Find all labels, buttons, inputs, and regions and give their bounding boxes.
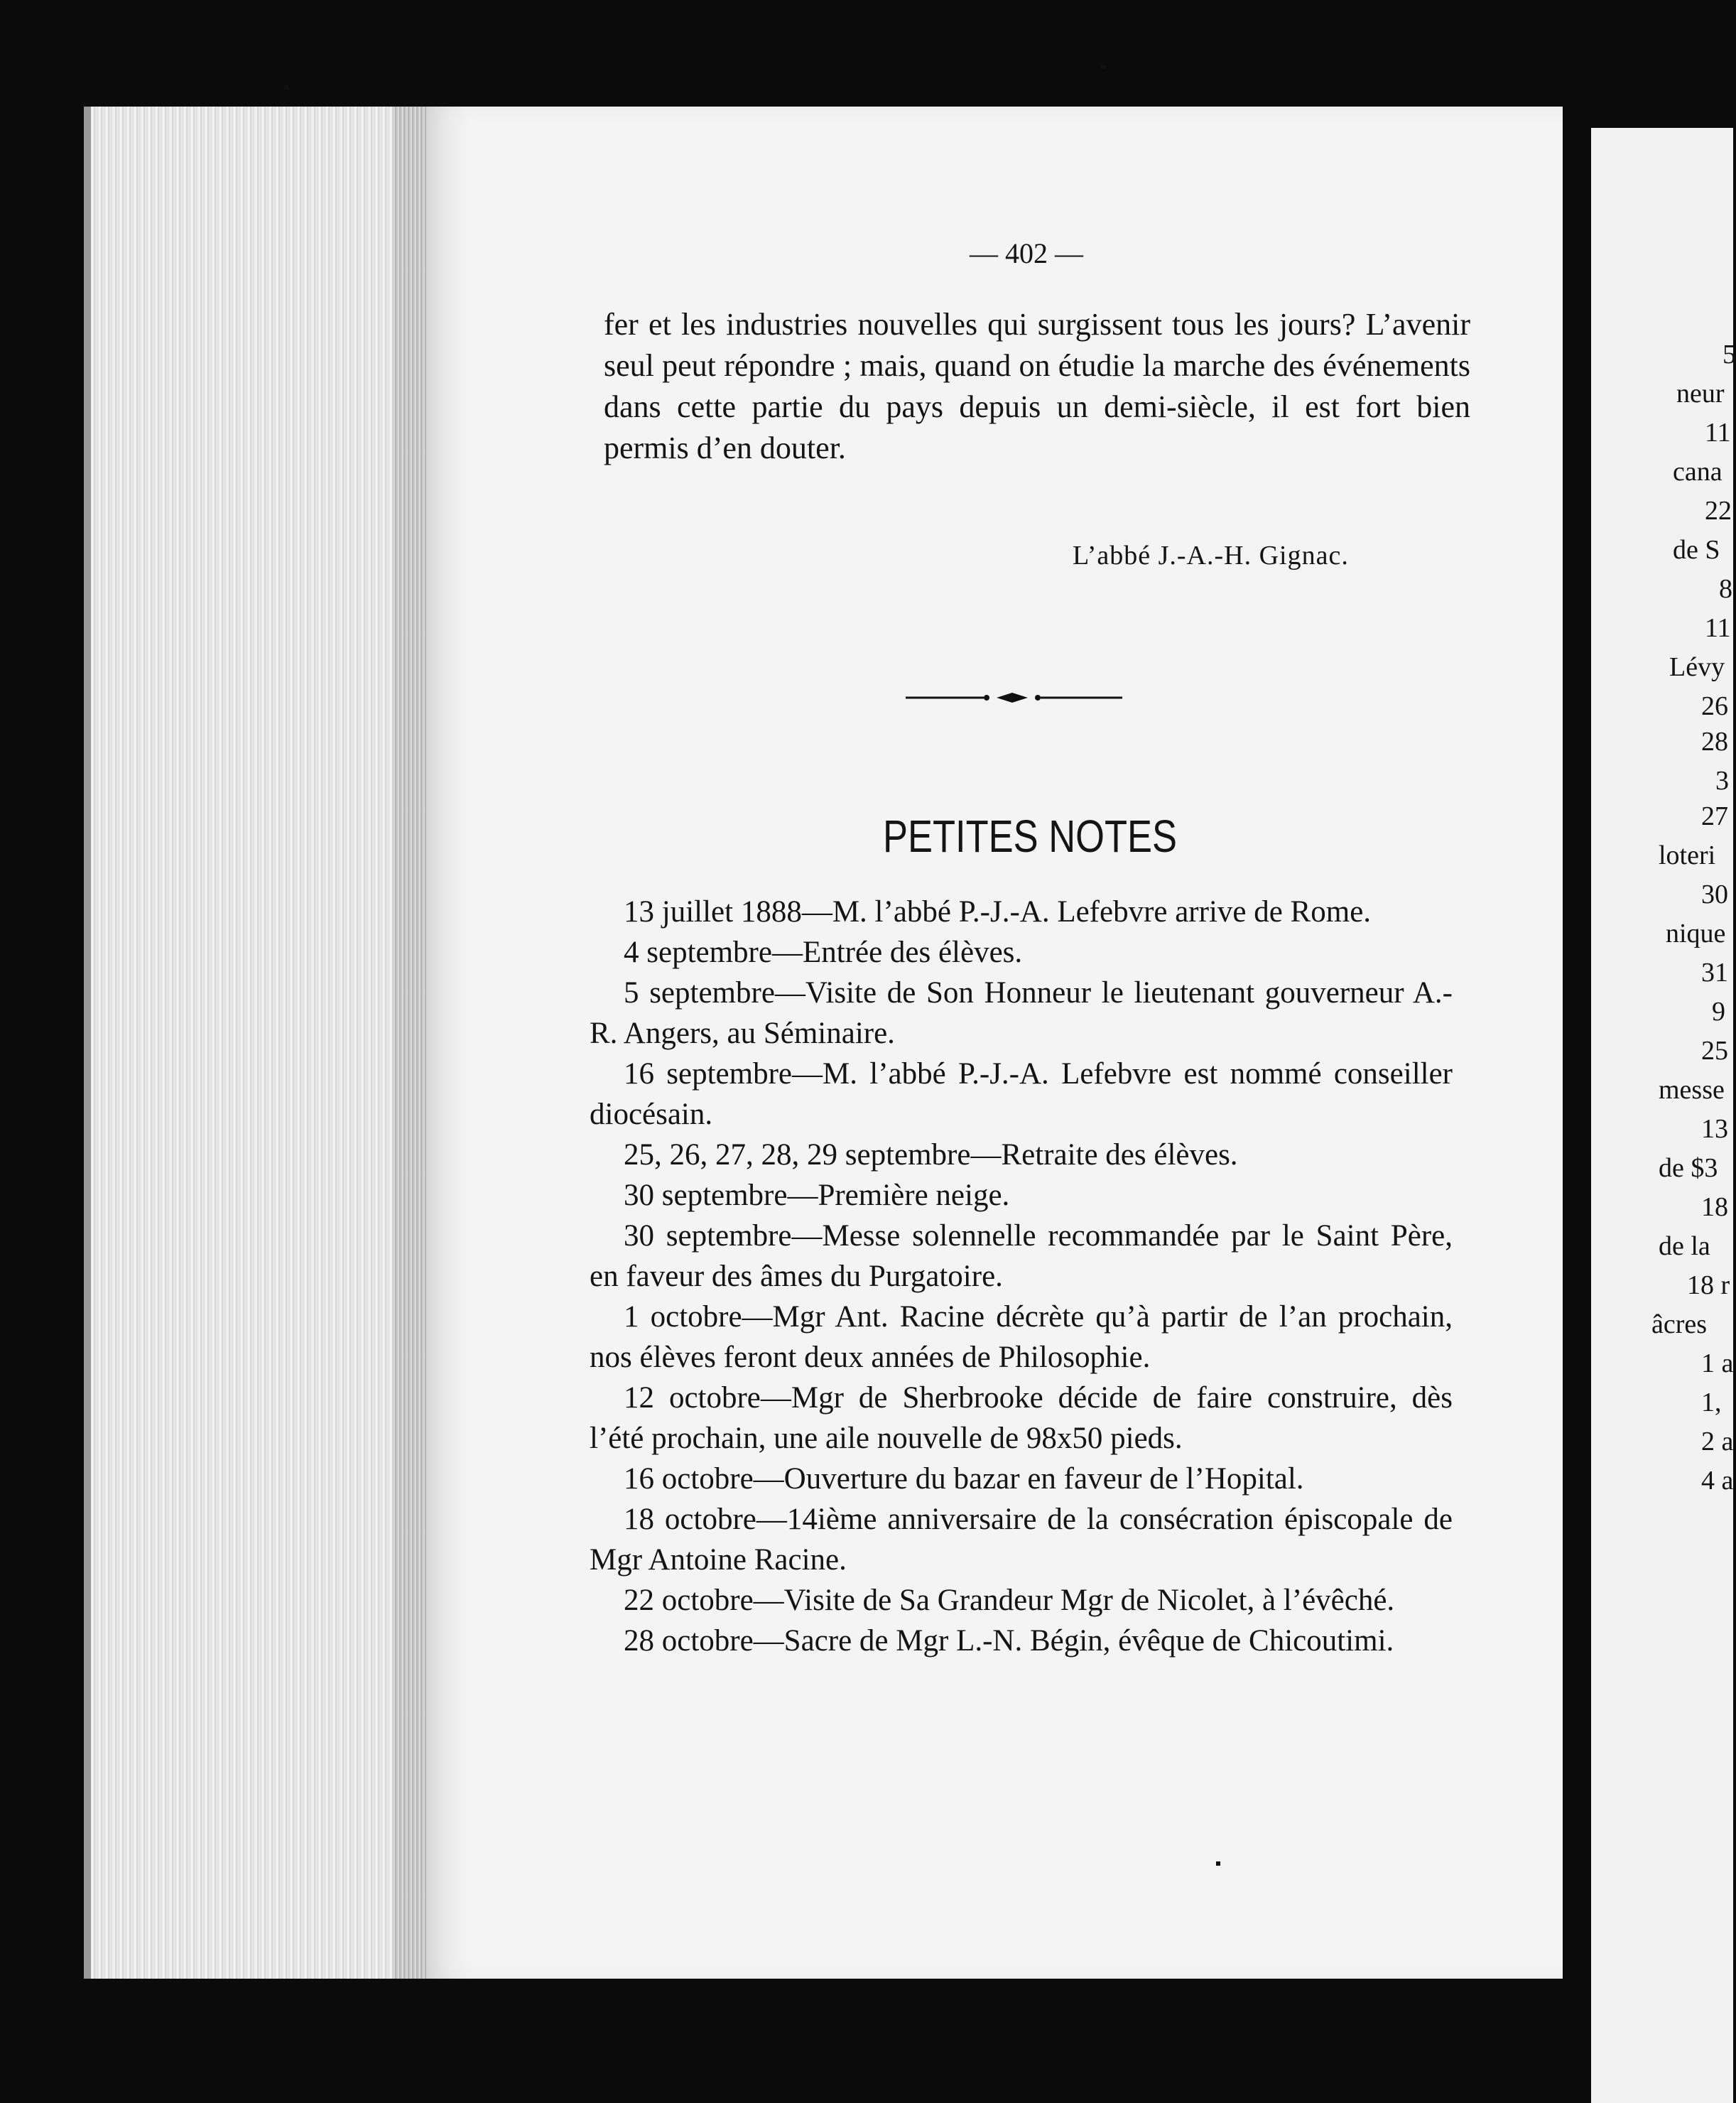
note-item: 5 septembre—Visite de Son Honneur le lieutenant gouverneur A.-R. Angers, au Séminaire. [590,976,1453,1050]
facing-fragment: âcres [1651,1309,1708,1339]
notes-list [590,892,1453,1661]
facing-fragment: loteri [1659,840,1716,870]
facing-fragment: 11 [1705,613,1731,643]
facing-fragment: 27 [1701,801,1728,831]
facing-fragment: 1, [1701,1388,1722,1417]
facing-fragment: 9 [1712,997,1725,1027]
note-item: 30 septembre—Messe solennelle recommandée par le Saint Père, en faveur des âmes du Purgatoire. [590,1219,1453,1293]
signature-text: L’abbé J.-A.-H. Gignac. [1073,541,1349,571]
note-item: 28 octobre—Sacre de Mgr L.-N. Bégin, évêque de Chicoutimi. [624,1624,1394,1658]
facing-fragment: 4 a [1701,1466,1734,1496]
book-page-edges [84,107,478,1979]
note-item: 25, 26, 27, 28, 29 septembre—Retraite des élèves. [624,1138,1238,1172]
facing-fragment: Lévy [1669,652,1725,682]
facing-fragment: 13 [1701,1114,1728,1144]
facing-fragment: 22 [1705,496,1732,526]
facing-fragment: 25 [1701,1036,1728,1066]
author-signature [1073,540,1349,571]
facing-fragment: 3 [1715,766,1729,796]
facing-fragment: messe [1659,1075,1725,1105]
note-item: 16 septembre—M. l’abbé P.-J.-A. Lefebvre est nommé conseiller diocésain. [590,1057,1453,1131]
facing-fragment: 26 [1701,691,1728,721]
note-item: 13 juillet 1888—M. l’abbé P.-J.-A. Lefebvre arrive de Rome. [624,895,1372,929]
facing-fragment: 11 [1705,418,1731,448]
scan-speck [1216,1861,1220,1866]
facing-fragment: 1 a [1701,1348,1734,1378]
facing-fragment: cana [1673,457,1723,487]
intro-paragraph: fer et les industries nouvelles qui surgissent tous les jours? L’avenir seul peut répondre ; mais, quand on étudie la marche des événements dans cette partie du pays depuis un demi-siècle, il est fort bien permis d’en douter. [604,307,1470,465]
ornament-divider [906,691,1122,705]
note-item: 4 septembre—Entrée des élèves. [624,936,1023,969]
facing-fragment: de $3 [1659,1153,1718,1183]
facing-fragment: 31 [1701,958,1728,988]
scan-speck [1101,65,1106,69]
note-item: 12 octobre—Mgr de Sherbrooke décide de faire construire, dès l’été prochain, une aile nouvelle de 98x50 pieds. [590,1381,1453,1455]
facing-fragment: nique [1666,919,1726,948]
section-title: PETITES NOTES [882,811,1178,862]
facing-fragment: de la [1659,1231,1710,1261]
note-item: 1 octobre—Mgr Ant. Racine décrète qu’à partir de l’an prochain, nos élèves feront deux années de Philosophie. [590,1300,1453,1374]
note-item: 30 septembre—Première neige. [624,1179,1010,1212]
facing-fragment: 2 a [1701,1427,1734,1456]
note-item: 22 octobre—Visite de Sa Grandeur Mgr de Nicolet, à l’évêché. [624,1584,1395,1617]
facing-fragment: 18 [1701,1192,1728,1222]
facing-fragment: 18 r [1687,1270,1730,1300]
facing-fragment: 5 [1723,340,1736,369]
facing-fragment: 30 [1701,880,1728,909]
note-item: 18 octobre—14ième anniversaire de la consécration épiscopale de Mgr Antoine Racine. [590,1503,1453,1577]
page-number: — 402 — [970,237,1083,269]
facing-page [1591,128,1736,2103]
facing-fragment: 28 [1701,727,1728,757]
facing-fragment: 8 [1719,574,1732,604]
scan-speck [284,85,288,90]
note-item: 16 octobre—Ouverture du bazar en faveur de l’Hopital. [624,1462,1304,1496]
facing-fragment: neur [1676,379,1725,409]
facing-fragment: de S [1673,535,1720,565]
